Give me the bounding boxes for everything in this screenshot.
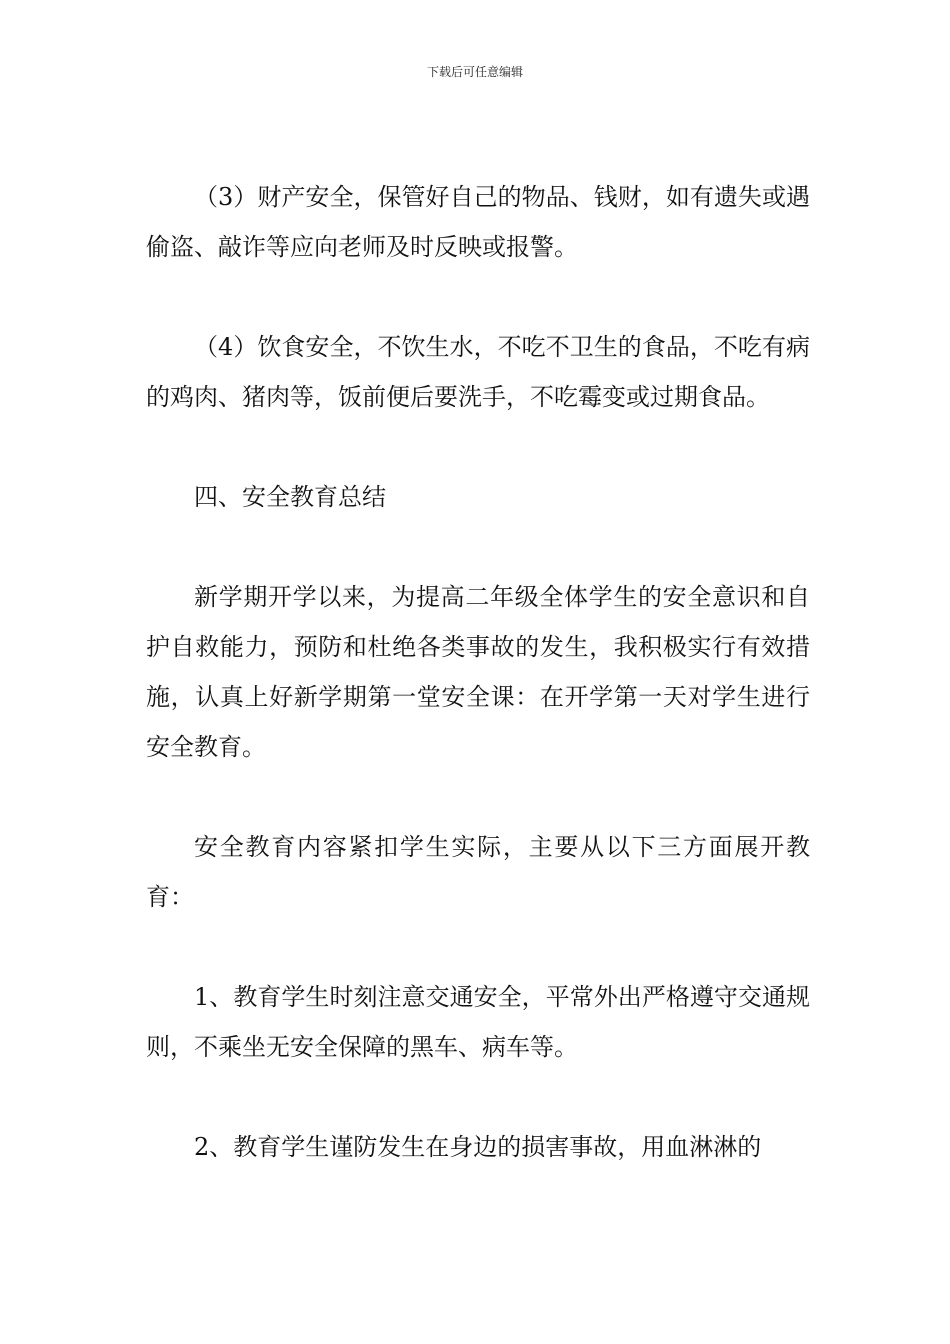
page-header: 下载后可任意编辑 (426, 65, 523, 79)
paragraph-item-2: 2、教育学生谨防发生在身边的损害事故，用血淋淋的 (194, 1133, 762, 1161)
paragraph-food-safety: （4）饮食安全，不饮生水，不吃不卫生的食品，不吃有病的鸡肉、猪肉等，饭前便后要洗手，不吃霉变或过期食品。 (146, 333, 810, 411)
paragraph-property-safety: （3）财产安全，保管好自己的物品、钱财，如有遗失或遇偷盗、敲诈等应向老师及时反映或报警。 (146, 183, 810, 261)
section-heading: 四、安全教育总结 (194, 483, 386, 511)
document-body (146, 172, 810, 1222)
paragraph-content-overview: 安全教育内容紧扣学生实际，主要从以下三方面展开教育： (146, 833, 810, 911)
paragraph-item-1: 1、教育学生时刻注意交通安全，平常外出严格遵守交通规则，不乘坐无安全保障的黑车、病车等。 (146, 983, 810, 1061)
paragraph-intro: 新学期开学以来，为提高二年级全体学生的安全意识和自护自救能力，预防和杜绝各类事故的发生，我积极实行有效措施，认真上好新学期第一堂安全课：在开学第一天对学生进行安全教育。 (146, 583, 810, 761)
